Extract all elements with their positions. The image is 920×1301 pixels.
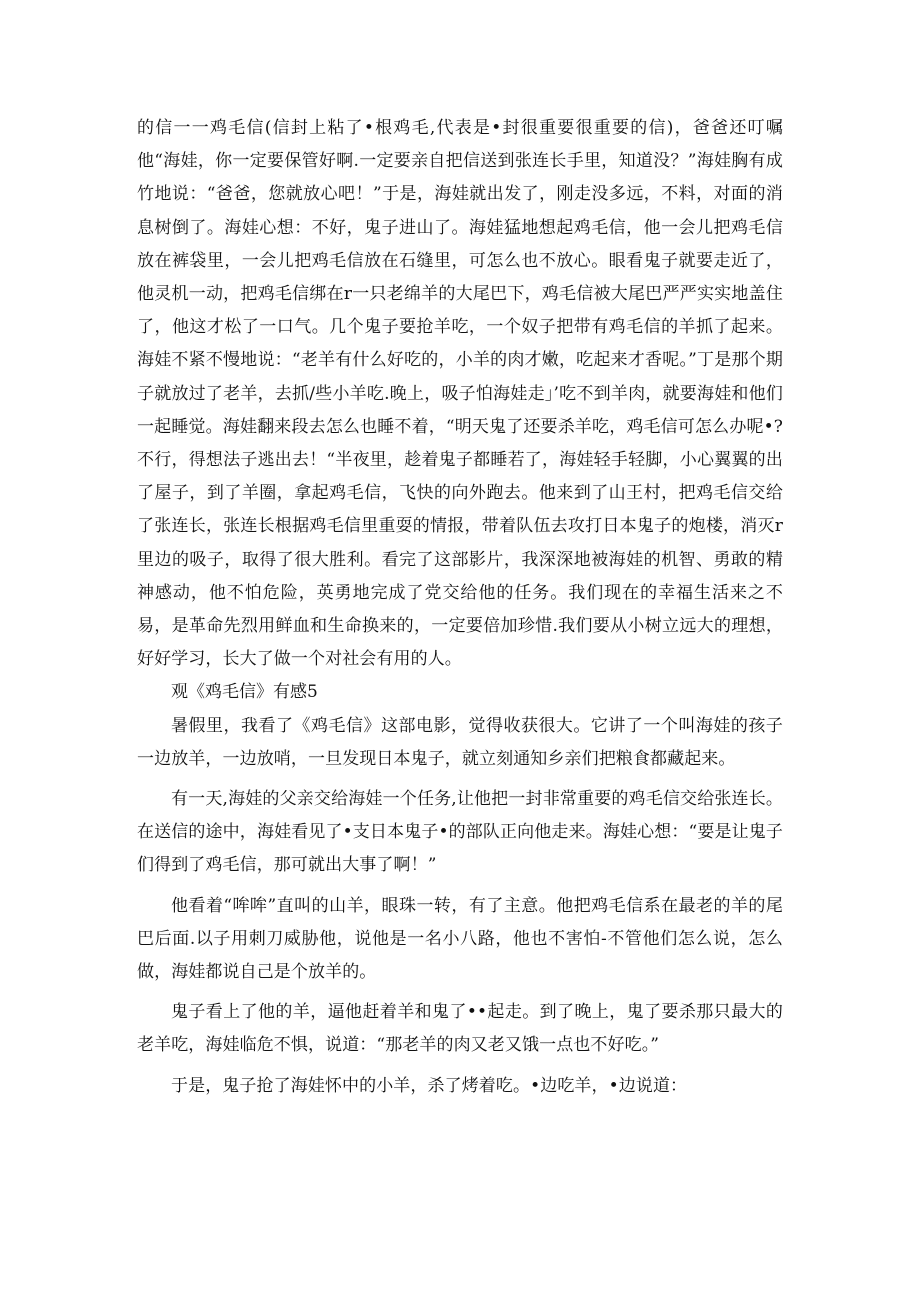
- body-paragraph: 的信一一鸡毛信(信封上粘了•根鸡毛,代表是•封很重要很重要的信)，爸爸还叮嘱他“海娃，你一定要保管好啊.一定要亲自把信送到张连长手里，知道没？”海娃胸有成竹地说：“爸爸，您就放心吧！”于是，海娃就出发了，刚走没多远，不料，对面的消息树倒了。海娃心想：不好，鬼子进山了。海娃猛地想起鸡毛信，他一会儿把鸡毛信放在裤袋里，一会儿把鸡毛信放在石缝里，可怎么也不放心。眼看鬼子就要走近了，他灵机一动，把鸡毛信绑在r一只老绵羊的大尾巴下，鸡毛信被大尾巴严严实实地盖住了，他这才松了一口气。几个鬼子要抢羊吃，一个奴子把带有鸡毛信的羊抓了起来。海娃不紧不慢地说：“老羊有什么好吃的，小羊的肉才嫩，吃起来才香呢。”丁是那个期子就放过了老羊，去抓/些小羊吃.晚上，吸子怕海娃走」’吃不到羊肉，就要海娃和他们一起睡觉。海娃翻来段去怎么也睡不着，“明天鬼了还要杀羊吃，鸡毛信可怎么办呢•?不行，得想法子逃出去！“半夜里，趁着鬼子都睡若了，海娃轻手轻脚，小心翼翼的出了屋子，到了羊圈，拿起鸡毛信，飞快的向外跑去。他来到了山王村，把鸡毛信交给了张连长，张连长根据鸡毛信里重耍的情报，带着队伍去攻打日本鬼子的炮楼，消灭r里边的吸子，取得了很大胜利。看完了这部影片，我深深地被海娃的机智、勇敢的精神感动，他不怕危险，英勇地完成了党交给他的任务。我们现在的幸福生活来之不易，是革命先烈用鲜血和生命换来的，一定要倍加珍惜.我们要从小树立远大的理想，好好学习，长大了做一个对社会有用的人。: [137, 118, 783, 670]
- body-paragraph: 有一天,海娃的父亲交给海娃一个任务,让他把一封非常重要的鸡毛信交给张连长。在送信的途中，海娃看见了•支日本鬼子•的部队正向他走来。海娃心想：“要是让鬼子们得到了鸡毛信，那可就出大事了啊！”: [137, 789, 783, 876]
- document-page: [137, 112, 783, 1103]
- body-paragraph: 鬼子看上了他的羊，逼他赶着羊和鬼了••起走。到了晚上，鬼了要杀那只最大的老羊吃，海娃临危不惧，说道：“那老羊的肉又老又饿一点也不好吃。”: [137, 1002, 783, 1056]
- body-paragraph: 暑假里，我看了《鸡毛信》这部电影，觉得收获很大。它讲了一个叫海娃的孩子一边放羊，一边放哨，一旦发现日本鬼子，就立刻通知乡亲们把粮食都藏起来。: [137, 715, 783, 769]
- body-paragraph: 于是，鬼子抢了海娃怀中的小羊，杀了烤着吃。•边吃羊，•边说道：: [171, 1075, 688, 1096]
- body-paragraph: 他看着“哞哞”直叫的山羊，眼珠一转，有了主意。他把鸡毛信系在最老的羊的尾巴后面.以子用刺刀威胁他，说他是一名小八路，他也不害怕-不管他们怎么说，怎么做，海娃都说自己是个放羊的。: [137, 895, 783, 983]
- section-heading: 观《鸡毛信》有感5: [171, 682, 318, 703]
